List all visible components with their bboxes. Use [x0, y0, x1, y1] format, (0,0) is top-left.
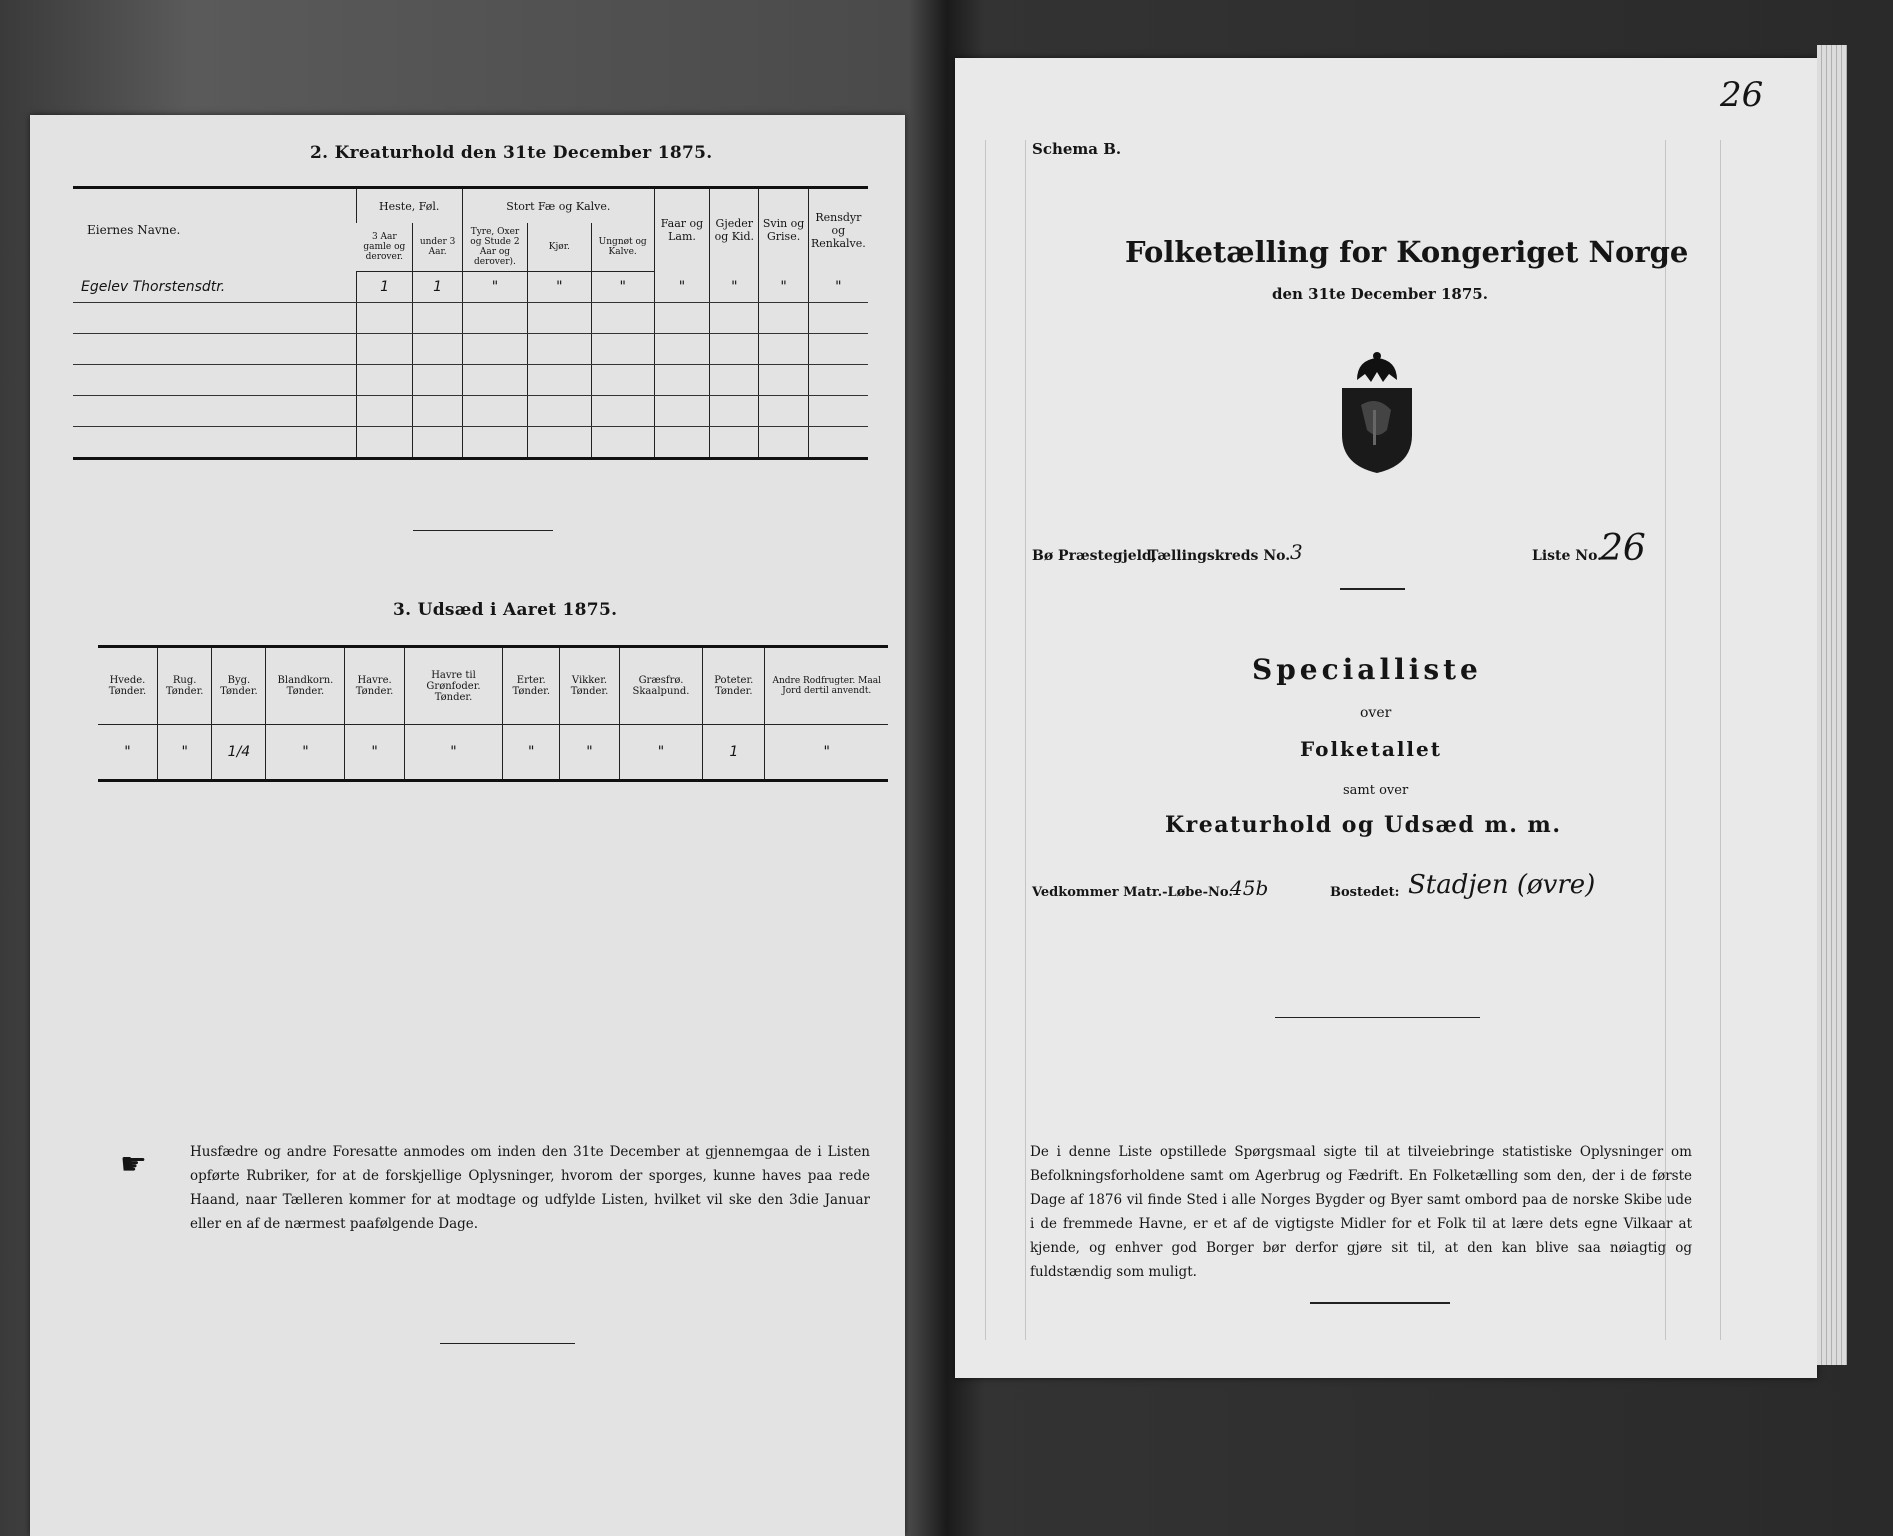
table-row: [73, 334, 868, 365]
notice-text: Husfædre og andre Foresatte anmodes om inden den 31te December at gjennemgaa de i Listen opførte Rubriker, for at de forskjellige Oplysninger, hvorom der sporges, kunne haves paa rede Haand, naar Tælleren kommer for at modtage og udfylde Listen, hvilket vil ske den 3die Januar eller en af de nærmest paafølgende Dage.: [190, 1144, 870, 1232]
matr-value: 45b: [1230, 876, 1269, 900]
main-title: Folketælling for Kongeriget Norge: [1125, 235, 1689, 269]
cell: 1: [413, 272, 462, 303]
bosted-label: Bostedet:: [1330, 885, 1400, 900]
table-row: [98, 725, 888, 781]
section2-title: 2. Kreaturhold den 31te December 1875.: [310, 143, 713, 163]
livestock-table: [73, 186, 868, 460]
col-goats: Gjeder og Kid.: [710, 188, 759, 272]
cell: ": [808, 272, 868, 303]
divider: [413, 530, 553, 531]
table-row: [73, 272, 868, 303]
divider: [1310, 1302, 1450, 1304]
over-label: over: [1360, 705, 1392, 721]
ghost-column-line: [1025, 140, 1026, 1340]
cell: ": [710, 272, 759, 303]
table-row: [73, 396, 868, 427]
cell: ": [266, 725, 345, 781]
folketallet-label: Folketallet: [1300, 737, 1442, 761]
section3-title: 3. Udsæd i Aaret 1875.: [393, 600, 618, 620]
col-erter: Erter. Tønder.: [503, 647, 560, 725]
col-sheep: Faar og Lam.: [654, 188, 709, 272]
cell: ": [345, 725, 404, 781]
cell: ": [503, 725, 560, 781]
page-edge-strip: [1817, 45, 1847, 1365]
schema-label: Schema B.: [1032, 140, 1122, 158]
col-pigs: Svin og Grise.: [759, 188, 808, 272]
col-graesfro: Græsfrø. Skaalpund.: [619, 647, 702, 725]
owner-name: Egelev Thorstensdtr.: [73, 272, 356, 303]
heading-specialliste: Specialliste: [1252, 653, 1482, 686]
bosted-value: Stadjen (øvre): [1408, 870, 1596, 900]
subheading: Kreaturhold og Udsæd m. m.: [1165, 812, 1562, 838]
liste-value: 26: [1600, 528, 1646, 569]
ghost-column-line: [985, 140, 986, 1340]
col-havre-gronfoder: Havre til Grønfoder. Tønder.: [404, 647, 503, 725]
cell: 1: [356, 272, 413, 303]
liste-label: Liste No.: [1532, 548, 1603, 564]
col-andre-rodfrugter: Andre Rodfrugter. Maal Jord dertil anvendt.: [765, 647, 888, 725]
col-cattle: Stort Fæ og Kalve.: [462, 188, 654, 224]
col-blandkorn: Blandkorn. Tønder.: [266, 647, 345, 725]
table-row: [73, 303, 868, 334]
cell: ": [619, 725, 702, 781]
table-row: [73, 427, 868, 459]
cell: ": [560, 725, 620, 781]
prestegjeld-label: Bø Præstegjeld,: [1032, 548, 1157, 564]
col-horses: Heste, Føl.: [356, 188, 462, 224]
cell: ": [98, 725, 157, 781]
matr-label: Vedkommer Matr.-Løbe-No.: [1032, 885, 1233, 900]
col-bulls: Tyre, Oxer og Stude 2 Aar og derover).: [462, 223, 527, 272]
samt-over-label: samt over: [1343, 783, 1409, 798]
cell: ": [528, 272, 591, 303]
col-horses-old: 3 Aar gamle og derover.: [356, 223, 413, 272]
col-poteter: Poteter. Tønder.: [703, 647, 765, 725]
cell: ": [157, 725, 211, 781]
pointing-hand-icon: ☛: [120, 1147, 147, 1182]
page-number: 26: [1720, 75, 1764, 115]
col-young-cattle: Ungnøt og Kalve.: [591, 223, 654, 272]
col-cows: Kjør.: [528, 223, 591, 272]
col-byg: Byg. Tønder.: [212, 647, 266, 725]
col-havre: Havre. Tønder.: [345, 647, 404, 725]
col-vikker: Vikker. Tønder.: [560, 647, 620, 725]
intro-paragraph: De i denne Liste opstillede Spørgsmaal sigte til at tilveiebringe statistiske Oplysninger om Befolkningsforholdene samt om Agerbrug og Fædrift. En Folketælling som den, der i de første Dage af 1876 vil finde Sted i alle Norges Bygder og Byer samt ombord paa de norske Skibe ude i de fremmede Havne, er et af de vigtigste Midler for et Folk til at lære dets egne Vilkaar at kjende, og enhver god Borger bør derfor gjøre sit til, at den kan blive saa nøiagtig og fuldstændig som muligt.: [1030, 1144, 1692, 1280]
col-owner: Eiernes Navne.: [73, 188, 356, 272]
title-date: den 31te December 1875.: [1272, 285, 1488, 303]
cell: 1: [703, 725, 765, 781]
cell: ": [404, 725, 503, 781]
cell: ": [759, 272, 808, 303]
cell: ": [591, 272, 654, 303]
cell: 1/4: [212, 725, 266, 781]
divider: [1275, 1017, 1480, 1018]
norway-coat-of-arms-icon: [1337, 350, 1417, 475]
col-rug: Rug. Tønder.: [157, 647, 211, 725]
sowing-table: [98, 645, 888, 782]
tellingskreds-label: Tællingskreds No.: [1148, 548, 1291, 564]
col-hvede: Hvede. Tønder.: [98, 647, 157, 725]
cell: ": [462, 272, 527, 303]
ghost-column-line: [1720, 140, 1721, 1340]
tellingskreds-value: 3: [1290, 540, 1303, 564]
table-row: [73, 365, 868, 396]
cell: ": [654, 272, 709, 303]
cell: ": [765, 725, 888, 781]
col-horses-young: under 3 Aar.: [413, 223, 462, 272]
divider: [1340, 588, 1405, 590]
col-reindeer: Rensdyr og Renkalve.: [808, 188, 868, 272]
divider: [440, 1343, 575, 1344]
